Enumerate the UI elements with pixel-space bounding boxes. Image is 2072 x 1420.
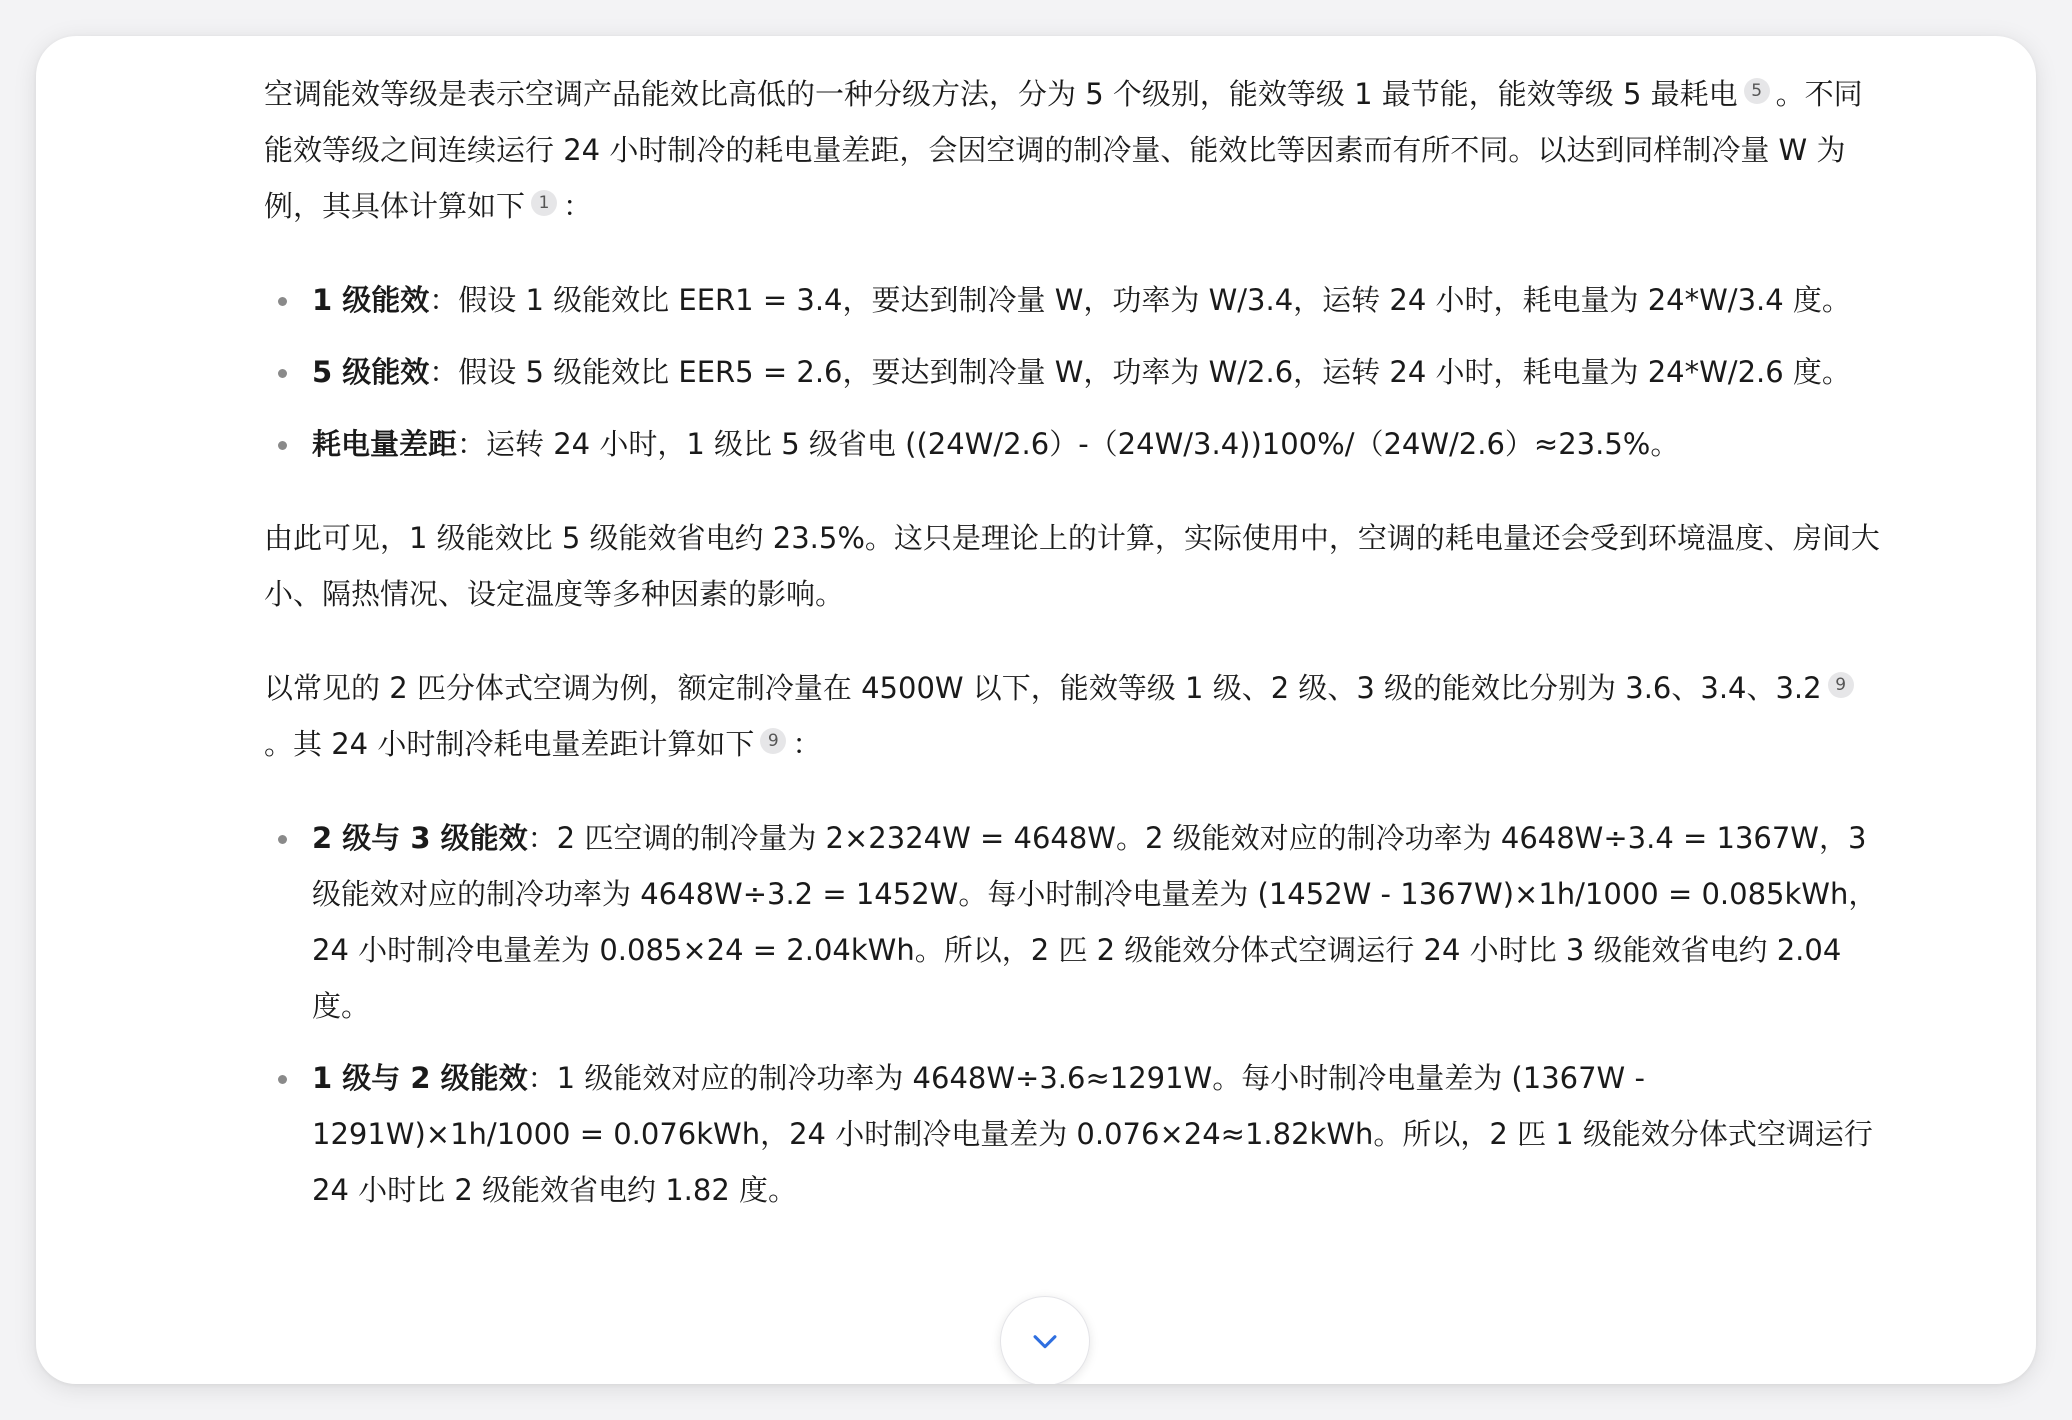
list-item-label: 耗电量差距 (312, 427, 458, 461)
efficiency-list (264, 272, 1884, 472)
list-item-text: ：2 匹空调的制冷量为 2×2324W = 4648W。2 级能效对应的制冷功率为 4648W÷3.4 = 1367W，3 级能效对应的制冷功率为 4648W÷3.2 = 1452W。每小时制冷电量差为 (1452W - 1367W)×1h/1000 = 0.085kWh，24 小时制冷电量差为 0.085×24 = 2.04kWh。所以，2 匹 2 级能效分体式空调运行 24 小时比 3 级能效省电约 2.04 度。 (312, 821, 1878, 1023)
citation-badge[interactable]: 9 (1828, 672, 1854, 698)
citation-badge[interactable]: 5 (1744, 78, 1770, 104)
example-text-1: 以常见的 2 匹分体式空调为例，额定制冷量在 4500W 以下，能效等级 1 级、2 级、3 级的能效比分别为 3.6、3.4、3.2 (264, 671, 1822, 705)
scroll-down-button[interactable] (1000, 1296, 1090, 1384)
intro-text-1: 空调能效等级是表示空调产品能效比高低的一种分级方法，分为 5 个级别，能效等级 1 最节能，能效等级 5 最耗电 (264, 77, 1738, 111)
message-content (264, 66, 1884, 1256)
list-item (264, 272, 1884, 328)
list-item-label: 5 级能效 (312, 355, 430, 389)
example-paragraph (264, 660, 1884, 772)
chevron-down-icon (1028, 1324, 1062, 1358)
list-item-text: ：假设 5 级能效比 EER5 = 2.6，要达到制冷量 W，功率为 W/2.6，运转 24 小时，耗电量为 24*W/2.6 度。 (429, 355, 1851, 389)
list-item (264, 416, 1884, 472)
citation-badge[interactable]: 9 (760, 728, 786, 754)
intro-text-3: ： (563, 189, 593, 223)
list-item (264, 810, 1884, 1034)
summary-paragraph: 由此可见，1 级能效比 5 级能效省电约 23.5%。这只是理论上的计算，实际使用中，空调的耗电量还会受到环境温度、房间大小、隔热情况、设定温度等多种因素的影响。 (264, 521, 1880, 611)
list-item-label: 2 级与 3 级能效 (312, 821, 528, 855)
list-item (264, 344, 1884, 400)
citation-badge[interactable]: 1 (531, 190, 557, 216)
list-item (264, 1050, 1884, 1218)
list-item-text: ：1 级能效对应的制冷功率为 4648W÷3.6≈1291W。每小时制冷电量差为 (1367W - 1291W)×1h/1000 = 0.076kWh，24 小时制冷电量差为 0.076×24≈1.82kWh。所以，2 匹 1 级能效分体式空调运行 24 小时比 2 级能效省电约 1.82 度。 (312, 1061, 1873, 1207)
example-text-3: ： (792, 727, 822, 761)
calculation-list (264, 810, 1884, 1218)
list-item-label: 1 级能效 (312, 283, 430, 317)
list-item-text: ：假设 1 级能效比 EER1 = 3.4，要达到制冷量 W，功率为 W/3.4，运转 24 小时，耗电量为 24*W/3.4 度。 (429, 283, 1851, 317)
intro-paragraph (264, 66, 1884, 234)
list-item-text: ：运转 24 小时，1 级比 5 级省电 ((24W/2.6）-（24W/3.4))100%/（24W/2.6）≈23.5%。 (457, 427, 1680, 461)
intro-text-2: 。不同能效等级之间连续运行 24 小时制冷的耗电量差距，会因空调的制冷量、能效比等因素而有所不同。以达到同样制冷量 W 为例，其具体计算如下 (264, 77, 1863, 223)
chat-message-card (36, 36, 2036, 1384)
list-item-label: 1 级与 2 级能效 (312, 1061, 528, 1095)
example-text-2: 。其 24 小时制冷耗电量差距计算如下 (264, 727, 755, 761)
